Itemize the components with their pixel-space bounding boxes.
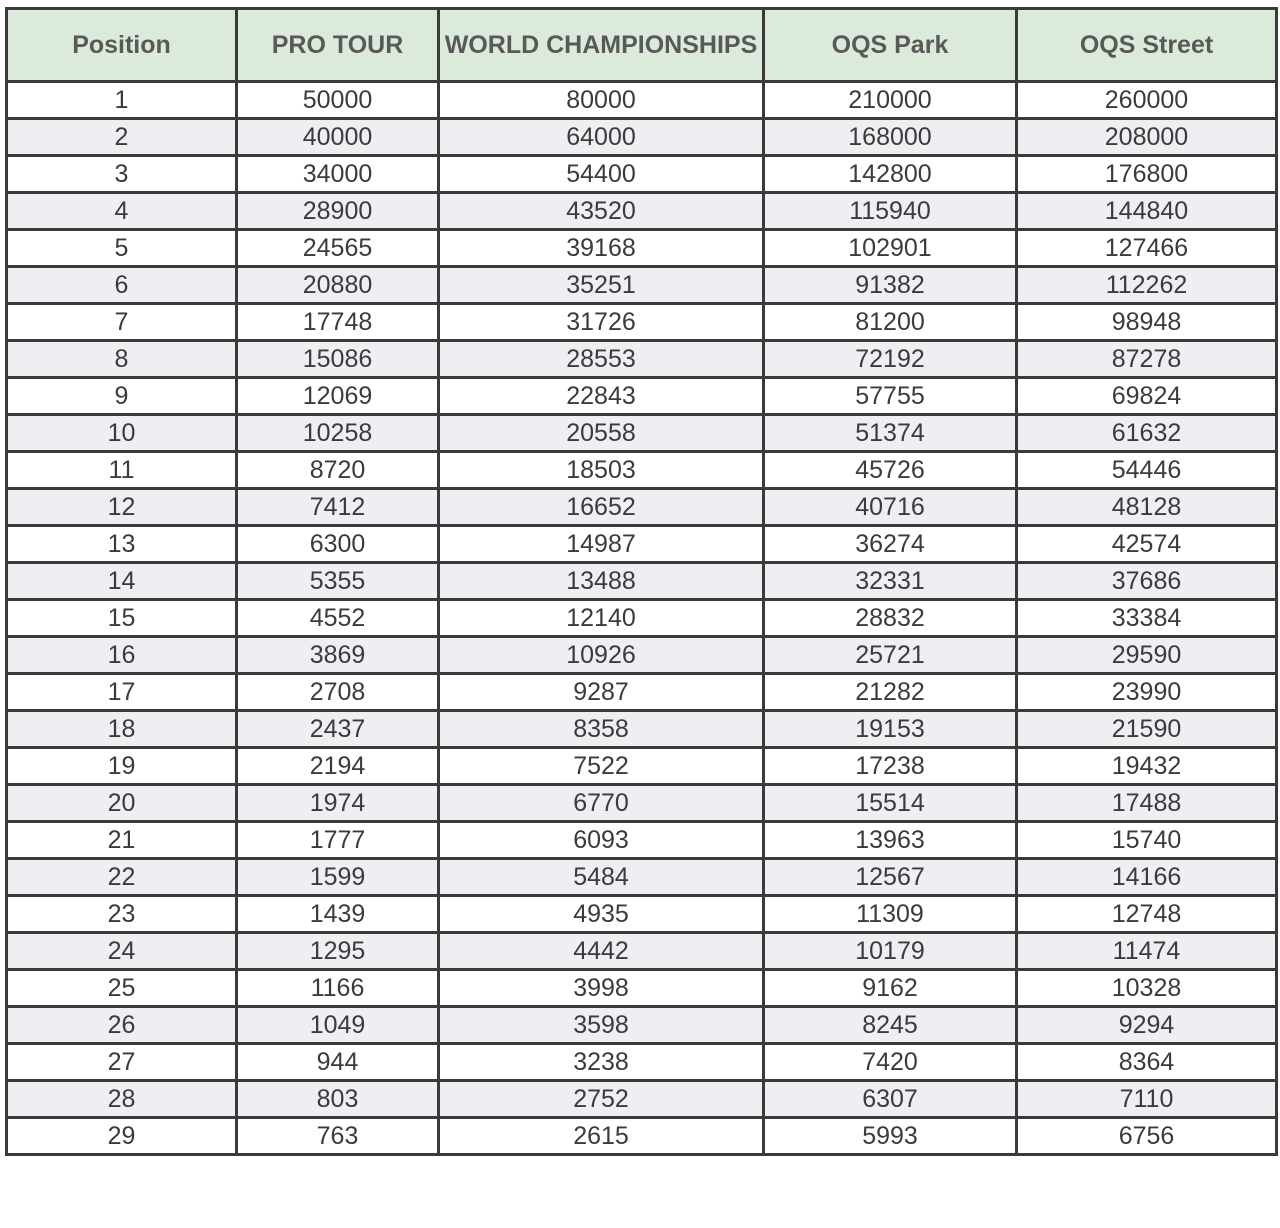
cell-position: 19 bbox=[7, 748, 237, 785]
cell-world-championships: 22843 bbox=[439, 378, 764, 415]
cell-position: 20 bbox=[7, 785, 237, 822]
cell-world-championships: 31726 bbox=[439, 304, 764, 341]
table-row bbox=[7, 970, 1277, 1007]
cell-pro-tour: 944 bbox=[237, 1044, 439, 1081]
table-row bbox=[7, 378, 1277, 415]
cell-world-championships: 4442 bbox=[439, 933, 764, 970]
table-row bbox=[7, 193, 1277, 230]
cell-world-championships: 2752 bbox=[439, 1081, 764, 1118]
cell-world-championships: 6093 bbox=[439, 822, 764, 859]
cell-pro-tour: 1049 bbox=[237, 1007, 439, 1044]
cell-position: 10 bbox=[7, 415, 237, 452]
cell-oqs-park: 45726 bbox=[764, 452, 1017, 489]
table-row bbox=[7, 859, 1277, 896]
table-row bbox=[7, 341, 1277, 378]
cell-pro-tour: 1974 bbox=[237, 785, 439, 822]
table-row bbox=[7, 1007, 1277, 1044]
cell-position: 4 bbox=[7, 193, 237, 230]
cell-pro-tour: 763 bbox=[237, 1118, 439, 1155]
cell-oqs-street: 10328 bbox=[1017, 970, 1277, 1007]
cell-oqs-street: 87278 bbox=[1017, 341, 1277, 378]
table-row bbox=[7, 304, 1277, 341]
table-row bbox=[7, 637, 1277, 674]
cell-world-championships: 3998 bbox=[439, 970, 764, 1007]
cell-world-championships: 3238 bbox=[439, 1044, 764, 1081]
table-row bbox=[7, 82, 1277, 119]
cell-world-championships: 14987 bbox=[439, 526, 764, 563]
table-row bbox=[7, 156, 1277, 193]
cell-oqs-park: 10179 bbox=[764, 933, 1017, 970]
cell-oqs-street: 21590 bbox=[1017, 711, 1277, 748]
cell-oqs-street: 29590 bbox=[1017, 637, 1277, 674]
cell-oqs-street: 15740 bbox=[1017, 822, 1277, 859]
cell-position: 18 bbox=[7, 711, 237, 748]
cell-pro-tour: 5355 bbox=[237, 563, 439, 600]
table-row bbox=[7, 563, 1277, 600]
cell-position: 8 bbox=[7, 341, 237, 378]
table-row bbox=[7, 119, 1277, 156]
cell-position: 28 bbox=[7, 1081, 237, 1118]
header-world-championships: WORLD CHAMPIONSHIPS bbox=[439, 9, 764, 82]
cell-oqs-street: 127466 bbox=[1017, 230, 1277, 267]
cell-position: 17 bbox=[7, 674, 237, 711]
cell-world-championships: 7522 bbox=[439, 748, 764, 785]
header-pro-tour: PRO TOUR bbox=[237, 9, 439, 82]
table-row bbox=[7, 230, 1277, 267]
cell-world-championships: 10926 bbox=[439, 637, 764, 674]
cell-oqs-street: 12748 bbox=[1017, 896, 1277, 933]
cell-oqs-street: 33384 bbox=[1017, 600, 1277, 637]
cell-oqs-park: 17238 bbox=[764, 748, 1017, 785]
cell-oqs-park: 102901 bbox=[764, 230, 1017, 267]
cell-pro-tour: 2437 bbox=[237, 711, 439, 748]
cell-pro-tour: 20880 bbox=[237, 267, 439, 304]
cell-pro-tour: 2194 bbox=[237, 748, 439, 785]
cell-oqs-park: 32331 bbox=[764, 563, 1017, 600]
cell-world-championships: 5484 bbox=[439, 859, 764, 896]
cell-oqs-park: 6307 bbox=[764, 1081, 1017, 1118]
cell-pro-tour: 4552 bbox=[237, 600, 439, 637]
cell-position: 25 bbox=[7, 970, 237, 1007]
cell-world-championships: 12140 bbox=[439, 600, 764, 637]
header-position: Position bbox=[7, 9, 237, 82]
cell-position: 9 bbox=[7, 378, 237, 415]
cell-oqs-park: 36274 bbox=[764, 526, 1017, 563]
cell-oqs-street: 48128 bbox=[1017, 489, 1277, 526]
cell-oqs-park: 51374 bbox=[764, 415, 1017, 452]
header-oqs-street: OQS Street bbox=[1017, 9, 1277, 82]
cell-oqs-park: 210000 bbox=[764, 82, 1017, 119]
cell-world-championships: 39168 bbox=[439, 230, 764, 267]
cell-position: 1 bbox=[7, 82, 237, 119]
cell-oqs-park: 8245 bbox=[764, 1007, 1017, 1044]
table-row bbox=[7, 896, 1277, 933]
cell-pro-tour: 7412 bbox=[237, 489, 439, 526]
cell-position: 22 bbox=[7, 859, 237, 896]
cell-oqs-park: 13963 bbox=[764, 822, 1017, 859]
cell-position: 16 bbox=[7, 637, 237, 674]
cell-world-championships: 80000 bbox=[439, 82, 764, 119]
cell-oqs-street: 23990 bbox=[1017, 674, 1277, 711]
cell-pro-tour: 1777 bbox=[237, 822, 439, 859]
cell-oqs-street: 61632 bbox=[1017, 415, 1277, 452]
cell-oqs-park: 12567 bbox=[764, 859, 1017, 896]
table-row bbox=[7, 1081, 1277, 1118]
table-body bbox=[7, 82, 1277, 1155]
cell-pro-tour: 12069 bbox=[237, 378, 439, 415]
cell-position: 13 bbox=[7, 526, 237, 563]
cell-oqs-street: 6756 bbox=[1017, 1118, 1277, 1155]
cell-oqs-street: 176800 bbox=[1017, 156, 1277, 193]
cell-oqs-park: 21282 bbox=[764, 674, 1017, 711]
cell-world-championships: 4935 bbox=[439, 896, 764, 933]
cell-oqs-park: 72192 bbox=[764, 341, 1017, 378]
cell-world-championships: 54400 bbox=[439, 156, 764, 193]
cell-oqs-street: 8364 bbox=[1017, 1044, 1277, 1081]
cell-oqs-park: 9162 bbox=[764, 970, 1017, 1007]
cell-pro-tour: 24565 bbox=[237, 230, 439, 267]
points-table bbox=[5, 7, 1278, 1156]
cell-pro-tour: 50000 bbox=[237, 82, 439, 119]
cell-oqs-street: 112262 bbox=[1017, 267, 1277, 304]
cell-pro-tour: 28900 bbox=[237, 193, 439, 230]
cell-world-championships: 28553 bbox=[439, 341, 764, 378]
cell-oqs-park: 142800 bbox=[764, 156, 1017, 193]
cell-oqs-park: 81200 bbox=[764, 304, 1017, 341]
table-row bbox=[7, 267, 1277, 304]
cell-oqs-park: 5993 bbox=[764, 1118, 1017, 1155]
cell-oqs-park: 19153 bbox=[764, 711, 1017, 748]
cell-oqs-street: 11474 bbox=[1017, 933, 1277, 970]
table-row bbox=[7, 748, 1277, 785]
cell-position: 23 bbox=[7, 896, 237, 933]
cell-oqs-street: 7110 bbox=[1017, 1081, 1277, 1118]
cell-oqs-park: 115940 bbox=[764, 193, 1017, 230]
cell-oqs-street: 54446 bbox=[1017, 452, 1277, 489]
cell-oqs-street: 208000 bbox=[1017, 119, 1277, 156]
header-oqs-park: OQS Park bbox=[764, 9, 1017, 82]
cell-world-championships: 2615 bbox=[439, 1118, 764, 1155]
table-row bbox=[7, 674, 1277, 711]
cell-pro-tour: 1295 bbox=[237, 933, 439, 970]
cell-pro-tour: 3869 bbox=[237, 637, 439, 674]
cell-position: 27 bbox=[7, 1044, 237, 1081]
table-row bbox=[7, 822, 1277, 859]
cell-position: 11 bbox=[7, 452, 237, 489]
cell-oqs-street: 17488 bbox=[1017, 785, 1277, 822]
table-row bbox=[7, 415, 1277, 452]
cell-world-championships: 35251 bbox=[439, 267, 764, 304]
cell-position: 24 bbox=[7, 933, 237, 970]
cell-world-championships: 8358 bbox=[439, 711, 764, 748]
cell-position: 15 bbox=[7, 600, 237, 637]
cell-position: 21 bbox=[7, 822, 237, 859]
cell-world-championships: 18503 bbox=[439, 452, 764, 489]
cell-oqs-street: 14166 bbox=[1017, 859, 1277, 896]
table-row bbox=[7, 1118, 1277, 1155]
cell-oqs-park: 15514 bbox=[764, 785, 1017, 822]
cell-oqs-park: 40716 bbox=[764, 489, 1017, 526]
cell-position: 3 bbox=[7, 156, 237, 193]
table-row bbox=[7, 526, 1277, 563]
cell-pro-tour: 1166 bbox=[237, 970, 439, 1007]
cell-oqs-park: 91382 bbox=[764, 267, 1017, 304]
table-row bbox=[7, 452, 1277, 489]
cell-pro-tour: 34000 bbox=[237, 156, 439, 193]
cell-position: 5 bbox=[7, 230, 237, 267]
header-row bbox=[7, 9, 1277, 82]
cell-pro-tour: 10258 bbox=[237, 415, 439, 452]
cell-pro-tour: 8720 bbox=[237, 452, 439, 489]
table-row bbox=[7, 600, 1277, 637]
cell-oqs-park: 25721 bbox=[764, 637, 1017, 674]
cell-oqs-street: 37686 bbox=[1017, 563, 1277, 600]
cell-oqs-street: 260000 bbox=[1017, 82, 1277, 119]
cell-pro-tour: 15086 bbox=[237, 341, 439, 378]
cell-oqs-park: 7420 bbox=[764, 1044, 1017, 1081]
cell-world-championships: 43520 bbox=[439, 193, 764, 230]
cell-position: 14 bbox=[7, 563, 237, 600]
cell-oqs-street: 42574 bbox=[1017, 526, 1277, 563]
cell-pro-tour: 2708 bbox=[237, 674, 439, 711]
cell-pro-tour: 40000 bbox=[237, 119, 439, 156]
cell-world-championships: 64000 bbox=[439, 119, 764, 156]
points-table-container bbox=[5, 7, 1275, 1156]
table-row bbox=[7, 489, 1277, 526]
cell-position: 6 bbox=[7, 267, 237, 304]
cell-world-championships: 16652 bbox=[439, 489, 764, 526]
cell-pro-tour: 1439 bbox=[237, 896, 439, 933]
cell-oqs-park: 168000 bbox=[764, 119, 1017, 156]
table-header bbox=[7, 9, 1277, 82]
table-row bbox=[7, 1044, 1277, 1081]
cell-pro-tour: 17748 bbox=[237, 304, 439, 341]
cell-position: 7 bbox=[7, 304, 237, 341]
cell-oqs-park: 57755 bbox=[764, 378, 1017, 415]
cell-world-championships: 6770 bbox=[439, 785, 764, 822]
cell-oqs-street: 9294 bbox=[1017, 1007, 1277, 1044]
cell-position: 29 bbox=[7, 1118, 237, 1155]
cell-oqs-street: 69824 bbox=[1017, 378, 1277, 415]
cell-world-championships: 9287 bbox=[439, 674, 764, 711]
cell-position: 12 bbox=[7, 489, 237, 526]
cell-world-championships: 3598 bbox=[439, 1007, 764, 1044]
cell-oqs-park: 28832 bbox=[764, 600, 1017, 637]
table-row bbox=[7, 933, 1277, 970]
cell-oqs-street: 19432 bbox=[1017, 748, 1277, 785]
cell-pro-tour: 803 bbox=[237, 1081, 439, 1118]
cell-oqs-street: 98948 bbox=[1017, 304, 1277, 341]
table-row bbox=[7, 785, 1277, 822]
cell-oqs-street: 144840 bbox=[1017, 193, 1277, 230]
cell-world-championships: 13488 bbox=[439, 563, 764, 600]
cell-position: 2 bbox=[7, 119, 237, 156]
table-row bbox=[7, 711, 1277, 748]
cell-oqs-park: 11309 bbox=[764, 896, 1017, 933]
cell-pro-tour: 6300 bbox=[237, 526, 439, 563]
cell-world-championships: 20558 bbox=[439, 415, 764, 452]
cell-position: 26 bbox=[7, 1007, 237, 1044]
cell-pro-tour: 1599 bbox=[237, 859, 439, 896]
